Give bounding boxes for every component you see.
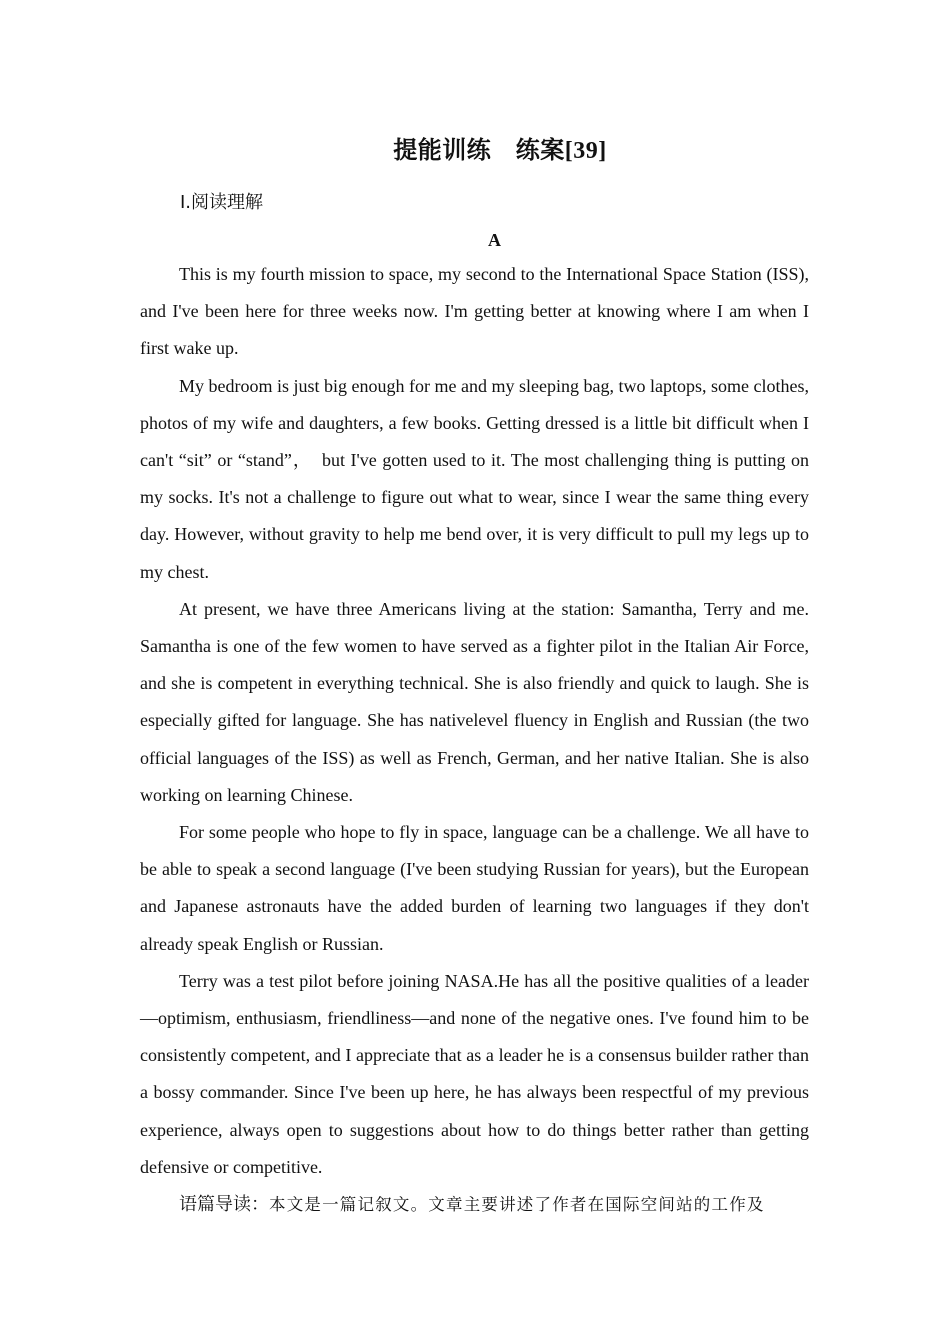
passage-label: A [488, 230, 501, 250]
paragraph: My bedroom is just big enough for me and my sleeping bag, two laptops, some clothes, photos of my wife and daughters, a few books. Getting dressed is a little bit difficult when I can't “sit” or “stand”， but I've gotten used to it. The most challenging thing is putting on my socks. It's not a challenge to figure out what to wear, since I wear the same thing every day. However, without gravity to help me bend over, it is very difficult to pull my legs up to my chest. [140, 375, 809, 582]
paragraph: Terry was a test pilot before joining NASA.He has all the positive qualities of a leader—optimism, enthusiasm, friendliness—and none of the negative ones. I've found him to be consistently competent, and I appreciate that as a leader he is a consensus builder rather than a bossy commander. Since I've been up here, he has always been respectful of my previous experience, always open to suggestions about how to do things better rather than getting defensive or competitive. [140, 970, 809, 1177]
page-title: 提能训练 练案[39] [393, 138, 607, 164]
passage-body [140, 256, 809, 1223]
reading-guide [140, 1186, 809, 1223]
paragraph: This is my fourth mission to space, my second to the International Space Station (ISS), and I've been here for three weeks now. I'm getting better at knowing where I am when I first wake up. [140, 264, 809, 359]
paragraph: At present, we have three Americans living at the station: Samantha, Terry and me. Samantha is one of the few women to have served as a fighter pilot in the Italian Air Force, and she is competent in everything technical. She is also friendly and quick to laugh. She is especially gifted for language. She has nativelevel fluency in English and Russian (the two official languages of the ISS) as well as French, German, and her native Italian. She is also working on learning Chinese. [140, 598, 809, 805]
section-heading: Ⅰ.阅读理解 [180, 192, 264, 213]
guide-text: 本文是一篇记叙文。文章主要讲述了作者在国际空间站的工作及 [269, 1195, 765, 1215]
guide-label: 语篇导读： [179, 1194, 269, 1216]
paragraph: For some people who hope to fly in space, language can be a challenge. We all have to be able to speak a second language (I've been studying Russian for years), but the European and Japanese astronauts have the added burden of learning two languages if they don't already speak English or Russian. [140, 822, 809, 954]
